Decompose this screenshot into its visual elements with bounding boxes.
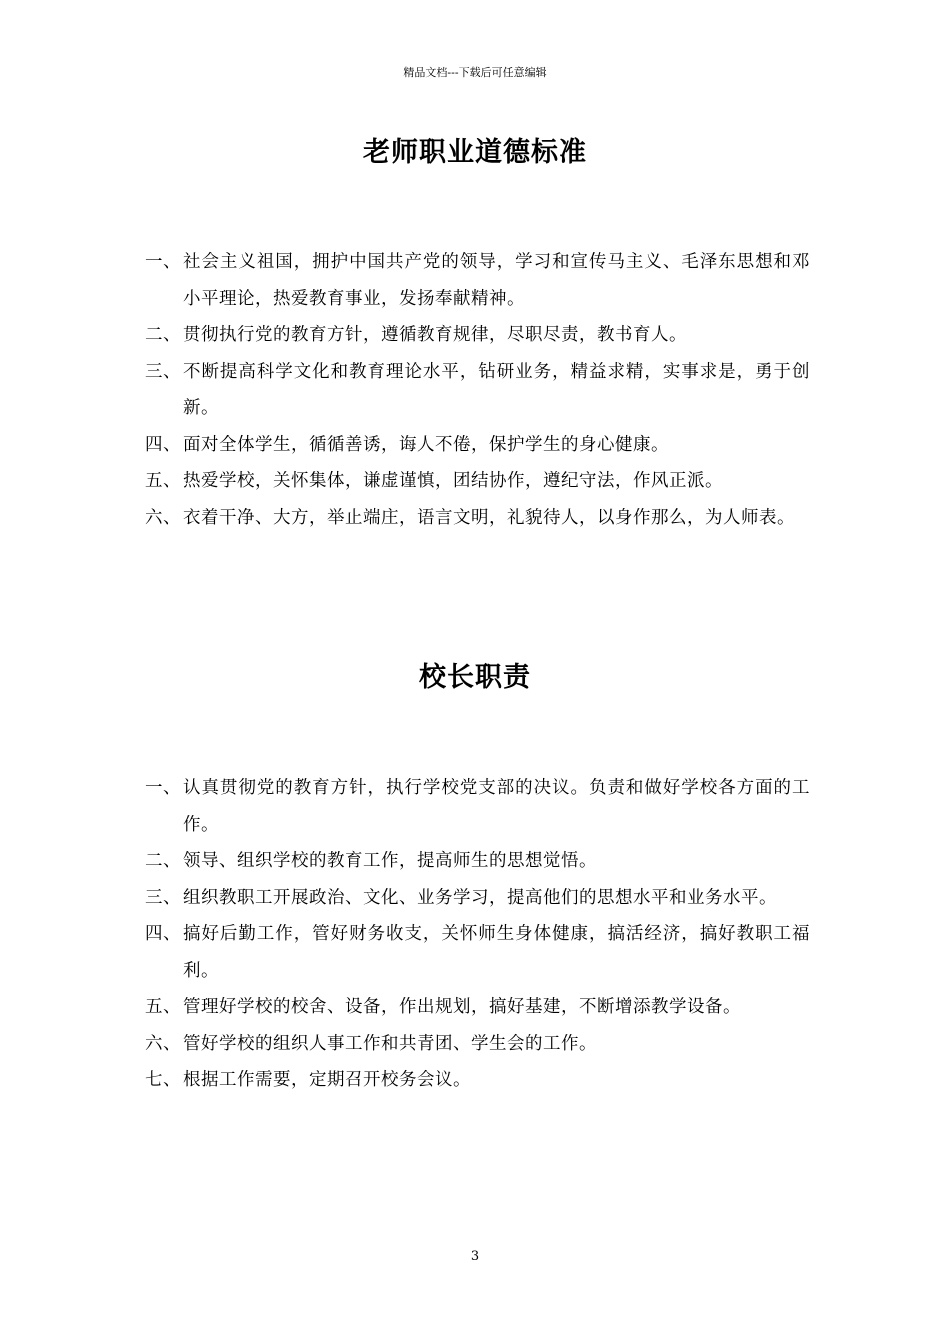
item-number: 四、 — [145, 924, 181, 944]
item-text: 组织教职工开展政治、文化、业务学习，提高他们的思想水平和业务水平。 — [183, 887, 777, 908]
list-item — [145, 427, 810, 464]
item-text: 根据工作需要，定期召开校务会议。 — [183, 1070, 471, 1090]
item-text: 领导、组织学校的教育工作，提高师生的思想觉悟。 — [183, 851, 597, 871]
teacher-ethics-list — [145, 244, 810, 536]
item-number: 六、 — [145, 507, 181, 528]
list-item — [145, 843, 810, 880]
item-number: 一、 — [145, 252, 181, 272]
list-item — [145, 1026, 810, 1063]
item-text: 热爱学校，关怀集体，谦虚谨慎，团结协作，遵纪守法，作风正派。 — [183, 471, 723, 491]
list-item — [145, 463, 810, 500]
item-text: 认真贯彻党的教育方针，执行学校党支部的决议。负责和做好学校各方面的工作。 — [183, 778, 810, 835]
item-number: 一、 — [145, 778, 181, 798]
item-text: 管理好学校的校舍、设备，作出规划，搞好基建，不断增添教学设备。 — [183, 997, 741, 1017]
item-number: 六、 — [145, 1033, 181, 1054]
list-item — [145, 1062, 810, 1099]
list-item — [145, 354, 810, 427]
list-item — [145, 880, 810, 917]
list-item — [145, 500, 810, 537]
item-number: 五、 — [145, 471, 181, 491]
list-item — [145, 317, 810, 354]
item-number: 三、 — [145, 361, 181, 382]
item-text: 面对全体学生，循循善诱，诲人不倦，保护学生的身心健康。 — [183, 434, 669, 455]
section-title-teacher-ethics: 老师职业道德标准 — [363, 137, 587, 168]
item-number: 五、 — [145, 997, 181, 1017]
principal-duties-list — [145, 770, 810, 1099]
item-number: 二、 — [145, 851, 181, 871]
item-number: 二、 — [145, 325, 181, 345]
item-text: 不断提高科学文化和教育理论水平，钻研业务，精益求精，实事求是，勇于创新。 — [183, 361, 810, 418]
item-text: 管好学校的组织人事工作和共青团、学生会的工作。 — [183, 1033, 597, 1054]
list-item — [145, 989, 810, 1026]
item-text: 搞好后勤工作，管好财务收支，关怀师生身体健康，搞活经济，搞好教职工福利。 — [183, 924, 810, 981]
page-number: 3 — [470, 1249, 480, 1264]
item-text: 衣着干净、大方，举止端庄，语言文明，礼貌待人，以身作那么，为人师表。 — [183, 507, 795, 528]
item-number: 三、 — [145, 887, 181, 908]
item-text: 社会主义祖国，拥护中国共产党的领导，学习和宣传马主义、毛泽东思想和邓小平理论，热爱教育事业，发扬奉献精神。 — [183, 252, 810, 309]
item-text: 贯彻执行党的教育方针，遵循教育规律，尽职尽责，教书育人。 — [183, 325, 687, 345]
page-header: 精品文档---下载后可任意编辑 — [403, 66, 547, 79]
list-item — [145, 916, 810, 989]
item-number: 七、 — [145, 1070, 181, 1090]
list-item — [145, 770, 810, 843]
item-number: 四、 — [145, 434, 181, 455]
section-title-principal-duties: 校长职责 — [419, 662, 531, 693]
list-item — [145, 244, 810, 317]
